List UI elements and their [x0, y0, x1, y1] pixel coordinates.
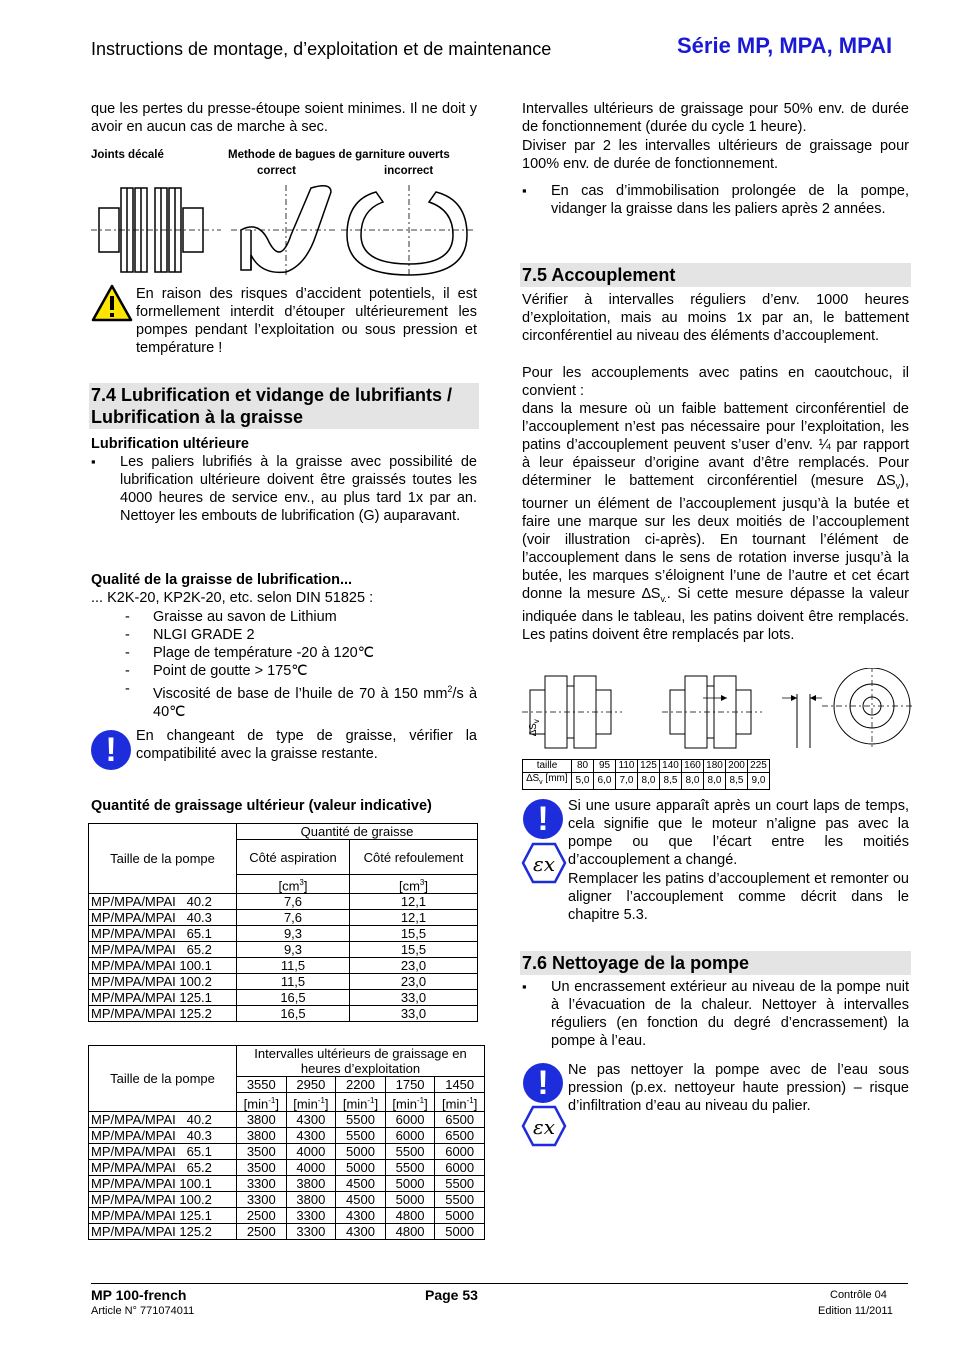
table-cell: 9,3 — [237, 942, 350, 958]
footer-edition: Edition 11/2011 — [818, 1305, 893, 1317]
table-cell: 23,0 — [349, 958, 477, 974]
size-cell: 80 — [572, 760, 594, 773]
table-cell: 6500 — [435, 1128, 485, 1144]
table-cell: 6000 — [435, 1160, 485, 1176]
unit-exponent: -1 — [317, 1096, 325, 1105]
table-cell: 4500 — [336, 1176, 386, 1192]
table-cell: 6000 — [385, 1128, 435, 1144]
unit-text: [min — [392, 1096, 417, 1112]
table-cell: 3500 — [237, 1160, 287, 1176]
table-cell: 7,6 — [237, 894, 350, 910]
table-cell: 4300 — [336, 1224, 386, 1240]
table-row — [89, 1160, 485, 1176]
table-cell: MP/MPA/MPAI 125.2 — [89, 1006, 237, 1022]
dsv-cell: 8,0 — [638, 773, 660, 790]
series-title: Série MP, MPA, MPAI — [677, 33, 893, 58]
dsv-cell: 8,0 — [682, 773, 704, 790]
coupling-text-2: Pour les accouplements avec patins en caoutchouc, il convient : — [522, 365, 909, 399]
table-cell: 12,1 — [349, 894, 477, 910]
speed-header: 1750 — [385, 1077, 435, 1093]
coupling-text-3c: . Si cette mesure dépasse la valeur indiquée dans le tableau, les patins doivent être remplacés. Les patins doivent être remplacés par lots. — [522, 585, 909, 643]
footer-article: Article N° 771074011 — [91, 1305, 195, 1317]
dsv-symbol: ∆S — [526, 773, 540, 784]
intro-text: que les pertes du presse-étoupe soient minimes. Il ne doit y avoir en aucun cas de marche à sec. — [91, 101, 477, 135]
unit-text: [min — [442, 1096, 467, 1112]
table-cell: 6000 — [385, 1112, 435, 1128]
list-item: - Point de goutte > 175℃ — [91, 662, 477, 680]
size-cell: 180 — [704, 760, 726, 773]
unit-text: [min — [342, 1096, 368, 1112]
table-cell: 3300 — [237, 1192, 287, 1208]
table-cell: 5500 — [435, 1192, 485, 1208]
table-cell: 15,5 — [349, 926, 477, 942]
table-cell: MP/MPA/MPAI 125.1 — [89, 1208, 237, 1224]
document-title: Instructions de montage, d’exploitation et de maintenance — [91, 39, 552, 59]
table-cell: 5500 — [336, 1112, 386, 1128]
table-cell: 4300 — [336, 1208, 386, 1224]
wear-text-2: Remplacer les patins d’accouplement et remonter ou aligner l’accouplement comme décrit dans le chapitre 5.3. — [568, 871, 909, 923]
table-cell: 3800 — [286, 1176, 336, 1192]
table-row — [89, 1006, 478, 1022]
table-row — [89, 990, 478, 1006]
dsv-unit: [mm] — [542, 773, 568, 784]
svg-text:εx: εx — [532, 852, 556, 876]
section-7-6-title: 7.6 Nettoyage de la pompe — [520, 951, 911, 975]
table-row — [89, 910, 478, 926]
table-cell: 5000 — [435, 1208, 485, 1224]
table-cell: 3300 — [286, 1208, 336, 1224]
table-cell: 5000 — [435, 1224, 485, 1240]
unit-exponent: -1 — [367, 1096, 375, 1105]
size-cell: 140 — [660, 760, 682, 773]
unit-cell: $[\min^{-1}]$ — [385, 1093, 435, 1112]
table-cell: MP/MPA/MPAI 40.2 — [89, 1112, 237, 1128]
coupling-wear-table — [522, 759, 770, 790]
column-header-quantity: Quantité de graisse — [237, 824, 478, 840]
table-cell: 5000 — [336, 1160, 386, 1176]
unit-cell: $[\min^{-1}]$ — [286, 1093, 336, 1112]
size-cell: 95 — [594, 760, 616, 773]
dsv-cell: 9,0 — [748, 773, 770, 790]
table-cell: 4000 — [286, 1144, 336, 1160]
table-cell: 7,6 — [237, 910, 350, 926]
lubrication-heading: Lubrification ultérieure — [91, 436, 249, 452]
list-item: - Viscosité de base de l’huile de 70 à 150 $mm^2/s$ à 40℃ — [91, 680, 477, 721]
unit-text: [cm — [398, 878, 420, 894]
exclamation-icon: ! — [91, 730, 131, 770]
table-cell: 5000 — [385, 1192, 435, 1208]
table-cell: 4500 — [336, 1192, 386, 1208]
unit-cell: $[cm^3]$ — [349, 875, 477, 894]
viscosity-unit: mm — [423, 685, 448, 702]
column-header-discharge: Côté refoulement — [349, 840, 477, 875]
table-cell: 6000 — [435, 1144, 485, 1160]
list-item: ▪ Un encrassement extérieur au niveau de la pompe nuit à l’évacuation de la chaleur. Nettoyer à intervalles réguliers (en fonction du degré d’encrassement) la pompe à l’eau. — [522, 978, 909, 1050]
viscosity-unit-rest: /s à 40℃ — [153, 685, 478, 720]
table-cell: 4300 — [286, 1128, 336, 1144]
delta-sv-label — [528, 719, 543, 736]
table-row — [89, 1144, 485, 1160]
fig-label-correct: correct — [257, 165, 296, 177]
warning-triangle-icon — [91, 284, 133, 322]
table-row — [89, 1224, 485, 1240]
table-cell: 5000 — [385, 1176, 435, 1192]
unit-close: ] — [424, 878, 428, 894]
fig-label-incorrect: incorrect — [384, 165, 434, 177]
subscript: v — [895, 480, 901, 491]
unit-text: [min — [243, 1096, 269, 1112]
table-cell: 3500 — [237, 1144, 287, 1160]
table-cell: 4000 — [286, 1160, 336, 1176]
coupling-text-3a: dans la mesure où un faible battement circonférentiel de l’accouplement n’est pas nécessaire pour l’exploitation, les patins d’accouplement peuvent s’user d’env. ¼ par rapport à leur épaisseur d’origine avant d’être remplacés. Pour déterminer le battement circonférentiel (mesure ∆S — [522, 401, 909, 489]
table-cell: 16,5 — [237, 990, 350, 1006]
dsv-cell: 8,5 — [660, 773, 682, 790]
table-cell: MP/MPA/MPAI 65.1 — [89, 1144, 237, 1160]
table-cell: 2500 — [237, 1224, 287, 1240]
column-header-suction: Côté aspiration — [237, 840, 350, 875]
dsv-cell: 5,0 — [572, 773, 594, 790]
table-row — [89, 926, 478, 942]
footer-doc: MP 100-french — [91, 1287, 187, 1303]
wear-text-1: Si une usure apparaît après un court laps de temps, cela signifie que le moteur n’aligne pas avec la pompe ou que l’écart entre les moitiés d’accouplement a changé. — [568, 798, 909, 868]
table-cell: MP/MPA/MPAI 100.2 — [89, 1192, 237, 1208]
unit-text: [cm — [278, 878, 300, 894]
grease-quantity-table — [88, 823, 478, 1022]
viscosity-text: Viscosité de base de l’huile de 70 à 150 — [153, 685, 418, 702]
table-cell: MP/MPA/MPAI 40.3 — [89, 910, 237, 926]
lubrication-list — [91, 453, 477, 525]
list-item: - Graisse au savon de Lithium — [91, 608, 477, 626]
table-cell: MP/MPA/MPAI 100.1 — [89, 1176, 237, 1192]
table-cell: MP/MPA/MPAI 100.1 — [89, 958, 237, 974]
table-cell: 4800 — [385, 1208, 435, 1224]
unit-exponent: -1 — [416, 1096, 425, 1105]
table-row — [89, 942, 478, 958]
table-cell: 6500 — [435, 1112, 485, 1128]
coupling-text-3b: ), tourner un élément de l’accouplement jusqu’à la butée et faire une marque sur les deux moitiés de l’accouplement (voir illustration ci-après). En tournant l’élément de l’accouplement dans le sens de rotation inverse jusqu’à la butée, les marques s’éloignent l’une de l’autre et cet écart donne la mesure ∆S — [522, 473, 909, 602]
interval-list — [522, 182, 909, 218]
cleaning-note: Ne pas nettoyer la pompe avec de l’eau sous pression (p.ex. nettoyeur haute pression) – risque d’infiltration d’eau au niveau du palier. — [568, 1062, 909, 1114]
dsv-label — [523, 773, 572, 790]
subscript: v — [539, 779, 543, 786]
table-cell: 33,0 — [349, 1006, 477, 1022]
section-7-5-title: 7.5 Accouplement — [520, 263, 911, 287]
warning-text: En raison des risques d’accident potentiels, il est formellement interdit d’étouper ultérieurement les pompes pendant l’exploitation ou sous pression et température ! — [136, 286, 477, 356]
exclamation-icon: ! — [523, 799, 563, 839]
list-item: ▪ Les paliers lubrifiés à la graisse avec possibilité de lubrification ultérieure doivent être graissés toutes les 4000 heures de service env., au plus tard 1x par an. Nettoyer les embouts de lubrification (G) auparavant. — [91, 453, 477, 525]
size-cell: 225 — [748, 760, 770, 773]
table-cell: 5000 — [336, 1144, 386, 1160]
footer-divider — [91, 1283, 908, 1284]
subscript: v. — [660, 593, 667, 604]
table-cell: 3800 — [237, 1128, 287, 1144]
fig-label-joints: Joints décalé — [91, 149, 164, 161]
table-cell: 4800 — [385, 1224, 435, 1240]
list-item: - NLGI GRADE 2 — [91, 626, 477, 644]
table-row — [89, 1208, 485, 1224]
table-row — [89, 974, 478, 990]
unit-cell: $[\min^{-1}]$ — [435, 1093, 485, 1112]
size-cell: 200 — [726, 760, 748, 773]
ex-atex-icon — [521, 1105, 567, 1147]
delta-symbol: ∆S — [528, 723, 539, 736]
column-header-intervals: Intervalles ultérieurs de graissage en heures d’exploitation — [237, 1046, 485, 1077]
unit-cell: $[cm^3]$ — [237, 875, 350, 894]
table-cell: 16,5 — [237, 1006, 350, 1022]
dsv-cell: 8,0 — [704, 773, 726, 790]
column-header-size: Taille de la pompe — [89, 1046, 237, 1112]
table-cell: MP/MPA/MPAI 40.2 — [89, 894, 237, 910]
table-row — [89, 1192, 485, 1208]
table-row — [89, 894, 478, 910]
column-header-size: Taille de la pompe — [89, 824, 237, 894]
table-cell: 4300 — [286, 1112, 336, 1128]
lubrication-interval-table — [88, 1045, 485, 1240]
list-item: - Plage de température -20 à 120℃ — [91, 644, 477, 662]
table-cell: MP/MPA/MPAI 100.2 — [89, 974, 237, 990]
table-row — [89, 1128, 485, 1144]
unit-text: [min — [293, 1096, 318, 1112]
ex-atex-icon — [521, 842, 567, 884]
table-cell: 5500 — [435, 1176, 485, 1192]
table-cell: MP/MPA/MPAI 65.2 — [89, 1160, 237, 1176]
table-cell: 9,3 — [237, 926, 350, 942]
table-cell: MP/MPA/MPAI 40.3 — [89, 1128, 237, 1144]
table-cell: 12,1 — [349, 910, 477, 926]
quality-heading: Qualité de la graisse de lubrification... — [91, 572, 353, 588]
quality-list — [91, 608, 477, 721]
coupling-figure — [522, 668, 914, 756]
table-cell: 11,5 — [237, 958, 350, 974]
table-cell: 15,5 — [349, 942, 477, 958]
dsv-cell: 7,0 — [616, 773, 638, 790]
footer-page: Page 53 — [425, 1287, 478, 1303]
table-cell: MP/MPA/MPAI 65.2 — [89, 942, 237, 958]
table-cell: MP/MPA/MPAI 65.1 — [89, 926, 237, 942]
table-cell: MP/MPA/MPAI 125.1 — [89, 990, 237, 1006]
table-row — [89, 1176, 485, 1192]
unit-cell: $[\min^{-1}]$ — [237, 1093, 287, 1112]
note-text: En changeant de type de graisse, vérifier la compatibilité avec la graisse restante. — [136, 728, 477, 762]
dsv-cell: 8,5 — [726, 773, 748, 790]
unit-exponent: -1 — [466, 1096, 474, 1105]
unit-cell: $[\min^{-1}]$ — [336, 1093, 386, 1112]
table-cell: 5500 — [385, 1144, 435, 1160]
table-row — [89, 958, 478, 974]
unit-close: ] — [303, 878, 308, 894]
table-cell: 3800 — [237, 1112, 287, 1128]
interval-text-1: Intervalles ultérieurs de graissage pour 50% env. de durée de fonctionnement (durée du cycle 1 heure). — [522, 101, 909, 135]
exclamation-icon: ! — [523, 1063, 563, 1103]
unit-exponent: -1 — [268, 1096, 276, 1105]
table-cell: 5500 — [385, 1160, 435, 1176]
table-cell: 23,0 — [349, 974, 477, 990]
size-cell: 160 — [682, 760, 704, 773]
speed-header: 3550 — [237, 1077, 287, 1093]
size-cell: 125 — [638, 760, 660, 773]
size-label: taille — [523, 760, 572, 773]
list-item: ▪ En cas d’immobilisation prolongée de la pompe, vidanger la graisse dans les paliers après 2 années. — [522, 182, 909, 218]
coupling-text-1: Vérifier à intervalles réguliers d’env. 1000 heures d’exploitation, mais au moins 1x par an, le battement circonférentiel au niveau des éléments d’accouplement. — [522, 292, 909, 344]
dsv-cell: 6,0 — [594, 773, 616, 790]
table-cell: 33,0 — [349, 990, 477, 1006]
svg-text:εx: εx — [532, 1115, 556, 1139]
subscript: v — [532, 719, 541, 724]
quantity-heading: Quantité de graissage ultérieur (valeur indicative) — [91, 798, 432, 814]
table-cell: 2500 — [237, 1208, 287, 1224]
speed-header: 2950 — [286, 1077, 336, 1093]
coupling-text-3 — [522, 400, 909, 644]
table-cell: 5500 — [336, 1128, 386, 1144]
table-cell: MP/MPA/MPAI 125.2 — [89, 1224, 237, 1240]
table-cell: 3300 — [237, 1176, 287, 1192]
size-cell: 110 — [616, 760, 638, 773]
interval-text-2: Diviser par 2 les intervalles ultérieurs de graissage pour 100% env. de durée de fonctionnement. — [522, 138, 909, 172]
packing-rings-figure — [91, 180, 481, 280]
table-cell: 3800 — [286, 1192, 336, 1208]
quality-standard: ... K2K-20, KP2K-20, etc. selon DIN 51825 : — [91, 590, 374, 606]
table-cell: 3300 — [286, 1224, 336, 1240]
section-7-4-title: 7.4 Lubrification et vidange de lubrifiants / Lubrification à la graisse — [89, 383, 479, 429]
table-row — [89, 1112, 485, 1128]
table-cell: 11,5 — [237, 974, 350, 990]
footer-control: Contrôle 04 — [830, 1289, 887, 1301]
cleaning-list — [522, 978, 909, 1050]
speed-header: 2200 — [336, 1077, 386, 1093]
fig-label-method: Methode de bagues de garniture ouverts — [228, 149, 450, 161]
speed-header: 1450 — [435, 1077, 485, 1093]
